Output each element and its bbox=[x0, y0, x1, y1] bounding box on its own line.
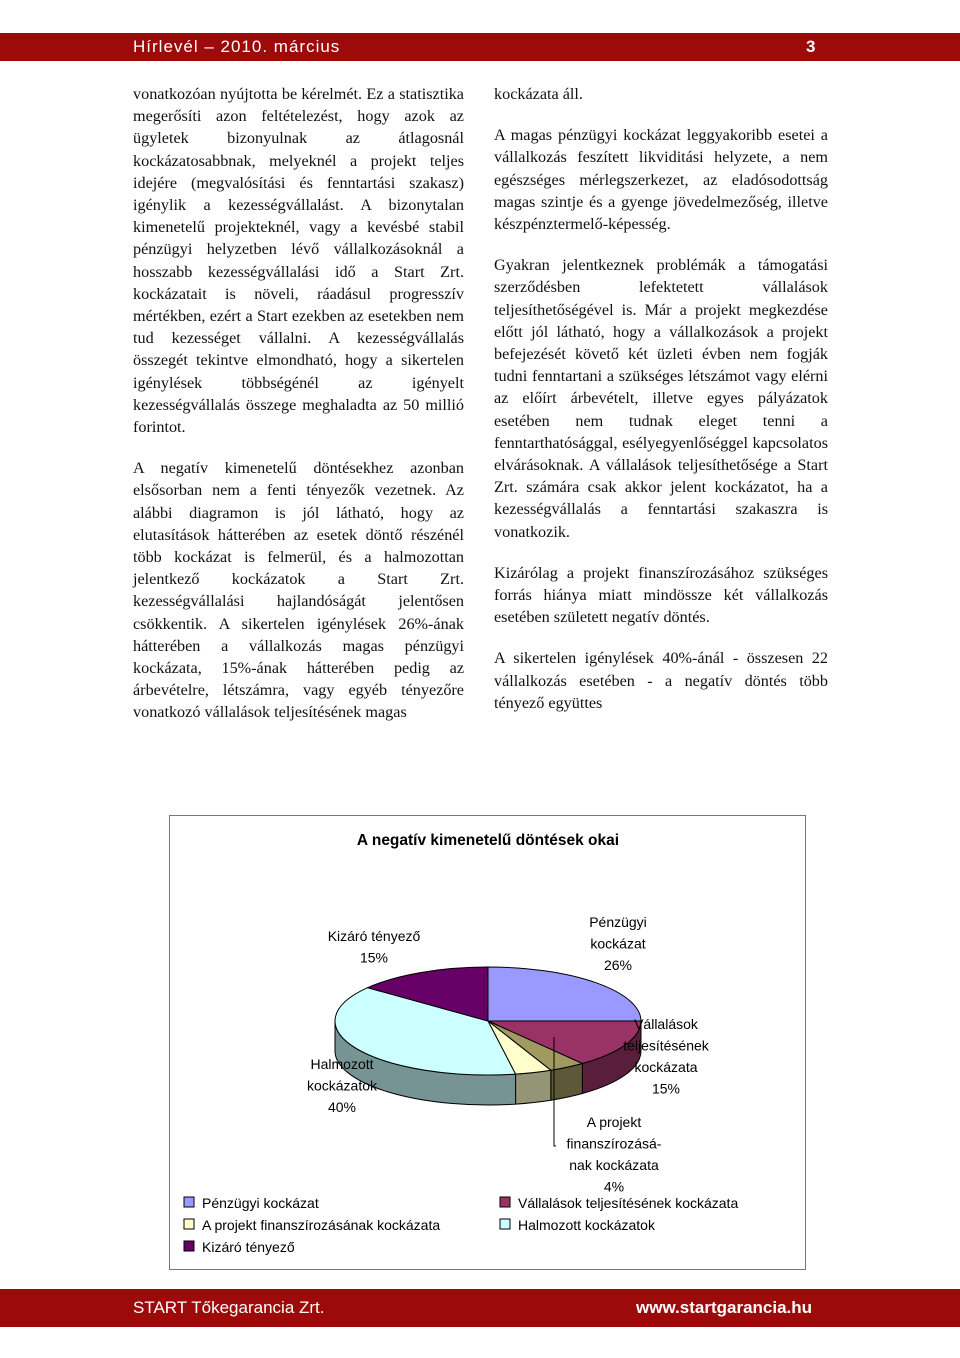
paragraph: Kizárólag a projekt finanszírozásához szükséges forrás hiánya miatt mindössze két vállalkozás esetében született negatív döntés. bbox=[494, 563, 828, 627]
legend-swatch bbox=[184, 1197, 194, 1207]
legend-swatch bbox=[500, 1219, 510, 1229]
legend-label: A projekt finanszírozásának kockázata bbox=[202, 1217, 441, 1233]
paragraph: vonatkozóan nyújtotta be kérelmét. Ez a statisztika megerősíti azon feltételezést, hogy azok az ügyletek bizonyulnak az átlagosnál kockázatosabbnak, melyeknél a projekt teljes idejére (megvalósítási és fenntartási szakasz) igénylik a kezességvállalást. A bizonytalan kimenetelű projekteknél, vagy a kevésbé stabil pénzügyi helyzetben lévő vállalkozásoknál a hosszabb kezességvállalási idő a Start Zrt. kockázatait is növeli, ráadásul progresszív mértékben, ezért a Start ezekben az esetekben nem tud kezességet vállalni. A kezességvállalás összegét tekintve elmondható, hogy a sikertelen igénylések többségénél az igényelt kezességvállalás összege meghaladta az 50 millió forintot. bbox=[133, 85, 464, 437]
page-number: 3 bbox=[806, 37, 816, 56]
slice-label: Pénzügyi kockázat 26% bbox=[589, 914, 647, 973]
legend-item bbox=[184, 1195, 319, 1211]
pie-tops bbox=[335, 967, 641, 1075]
legend-item bbox=[500, 1217, 656, 1233]
paragraph: Gyakran jelentkeznek problémák a támogatási szerződésben lefektetett vállalások teljesíthetőségével is. Már a projekt megkezdése előtt jól látható, hogy a vállalkozások a projekt befejezését követő két üzleti évben nem fogják tudni fenntartani a szükséges létszámot vagy elérni az előírt árbevételt, illetve egyes pályázatok esetében nem tudnak eleget tenni a fenntarthatósággal, esélyegyenlőséggel kapcsolatos elvárásoknak. A vállalások teljesíthetősége a Start Zrt. számára csak akkor jelent kockázatot, ha a kezességvállalás a fenntartási szakaszra is vonatkozik. bbox=[494, 256, 828, 541]
legend-label: Kizáró tényező bbox=[202, 1239, 295, 1255]
right-column bbox=[494, 83, 828, 733]
newsletter-title: Hírlevél – 2010. március bbox=[133, 37, 341, 56]
left-column bbox=[133, 83, 464, 743]
legend-item bbox=[500, 1195, 738, 1211]
chart-title: A negatív kimenetelű döntések okai bbox=[356, 832, 620, 849]
footer-website: www.startgarancia.hu bbox=[636, 1298, 813, 1317]
slice-label: Vállalások teljesítésének kockázata 15% bbox=[623, 1016, 709, 1097]
legend-swatch bbox=[184, 1241, 194, 1251]
legend-item bbox=[184, 1239, 295, 1255]
paragraph: A sikertelen igénylések 40%-ánál - összesen 22 vállalkozás esetében - a negatív döntés több tényező együttes bbox=[494, 649, 828, 712]
legend-label: Halmozott kockázatok bbox=[518, 1217, 655, 1233]
legend-label: Pénzügyi kockázat bbox=[202, 1195, 319, 1211]
pie-chart bbox=[170, 816, 807, 1271]
paragraph: kockázata áll. bbox=[494, 85, 583, 103]
slice-label: Halmozott kockázatok 40% bbox=[306, 1056, 378, 1115]
slice-label: A projekt finanszírozásá-nak kockázata 4% bbox=[566, 1114, 662, 1195]
legend-item bbox=[184, 1217, 440, 1233]
pie-chart-frame bbox=[169, 815, 806, 1270]
footer-company: START Tőkegarancia Zrt. bbox=[133, 1298, 325, 1317]
slice-label: Kizáró tényező 15% bbox=[327, 928, 421, 966]
paragraph: A negatív kimenetelű döntésekhez azonban elsősorban nem a fenti tényezők vezetnek. Az alábbi diagramon is jól látható, hogy az elutasítások hátterében az esetek döntő részénél több kockázat is felmerül, és a halmozottan jelentkező kockázatok a Start Zrt. kezességvállalási hajlandóságát jelentősen csökkentik. A sikertelen igénylések 26%-ának hátterében a vállalkozás magas pénzügyi kockázata, 15%-ának hátterében pedig az árbevételre, létszámra, vagy egyéb tényezőre vonatkozó vállalások teljesítésének magas bbox=[133, 459, 464, 722]
legend-label: Vállalások teljesítésének kockázata bbox=[518, 1195, 739, 1211]
pie-slice-side bbox=[516, 1070, 551, 1104]
legend-swatch bbox=[500, 1197, 510, 1207]
legend-swatch bbox=[184, 1219, 194, 1229]
pie-slice bbox=[488, 967, 641, 1021]
paragraph: A magas pénzügyi kockázat leggyakoribb esetei a vállalkozás feszített likviditási helyzete, a nem egészséges mérlegszerkezet, az eladósodottság magas szintje és a gyenge jövedelmezőség, illetve készpénztermelő-képesség. bbox=[494, 126, 828, 234]
